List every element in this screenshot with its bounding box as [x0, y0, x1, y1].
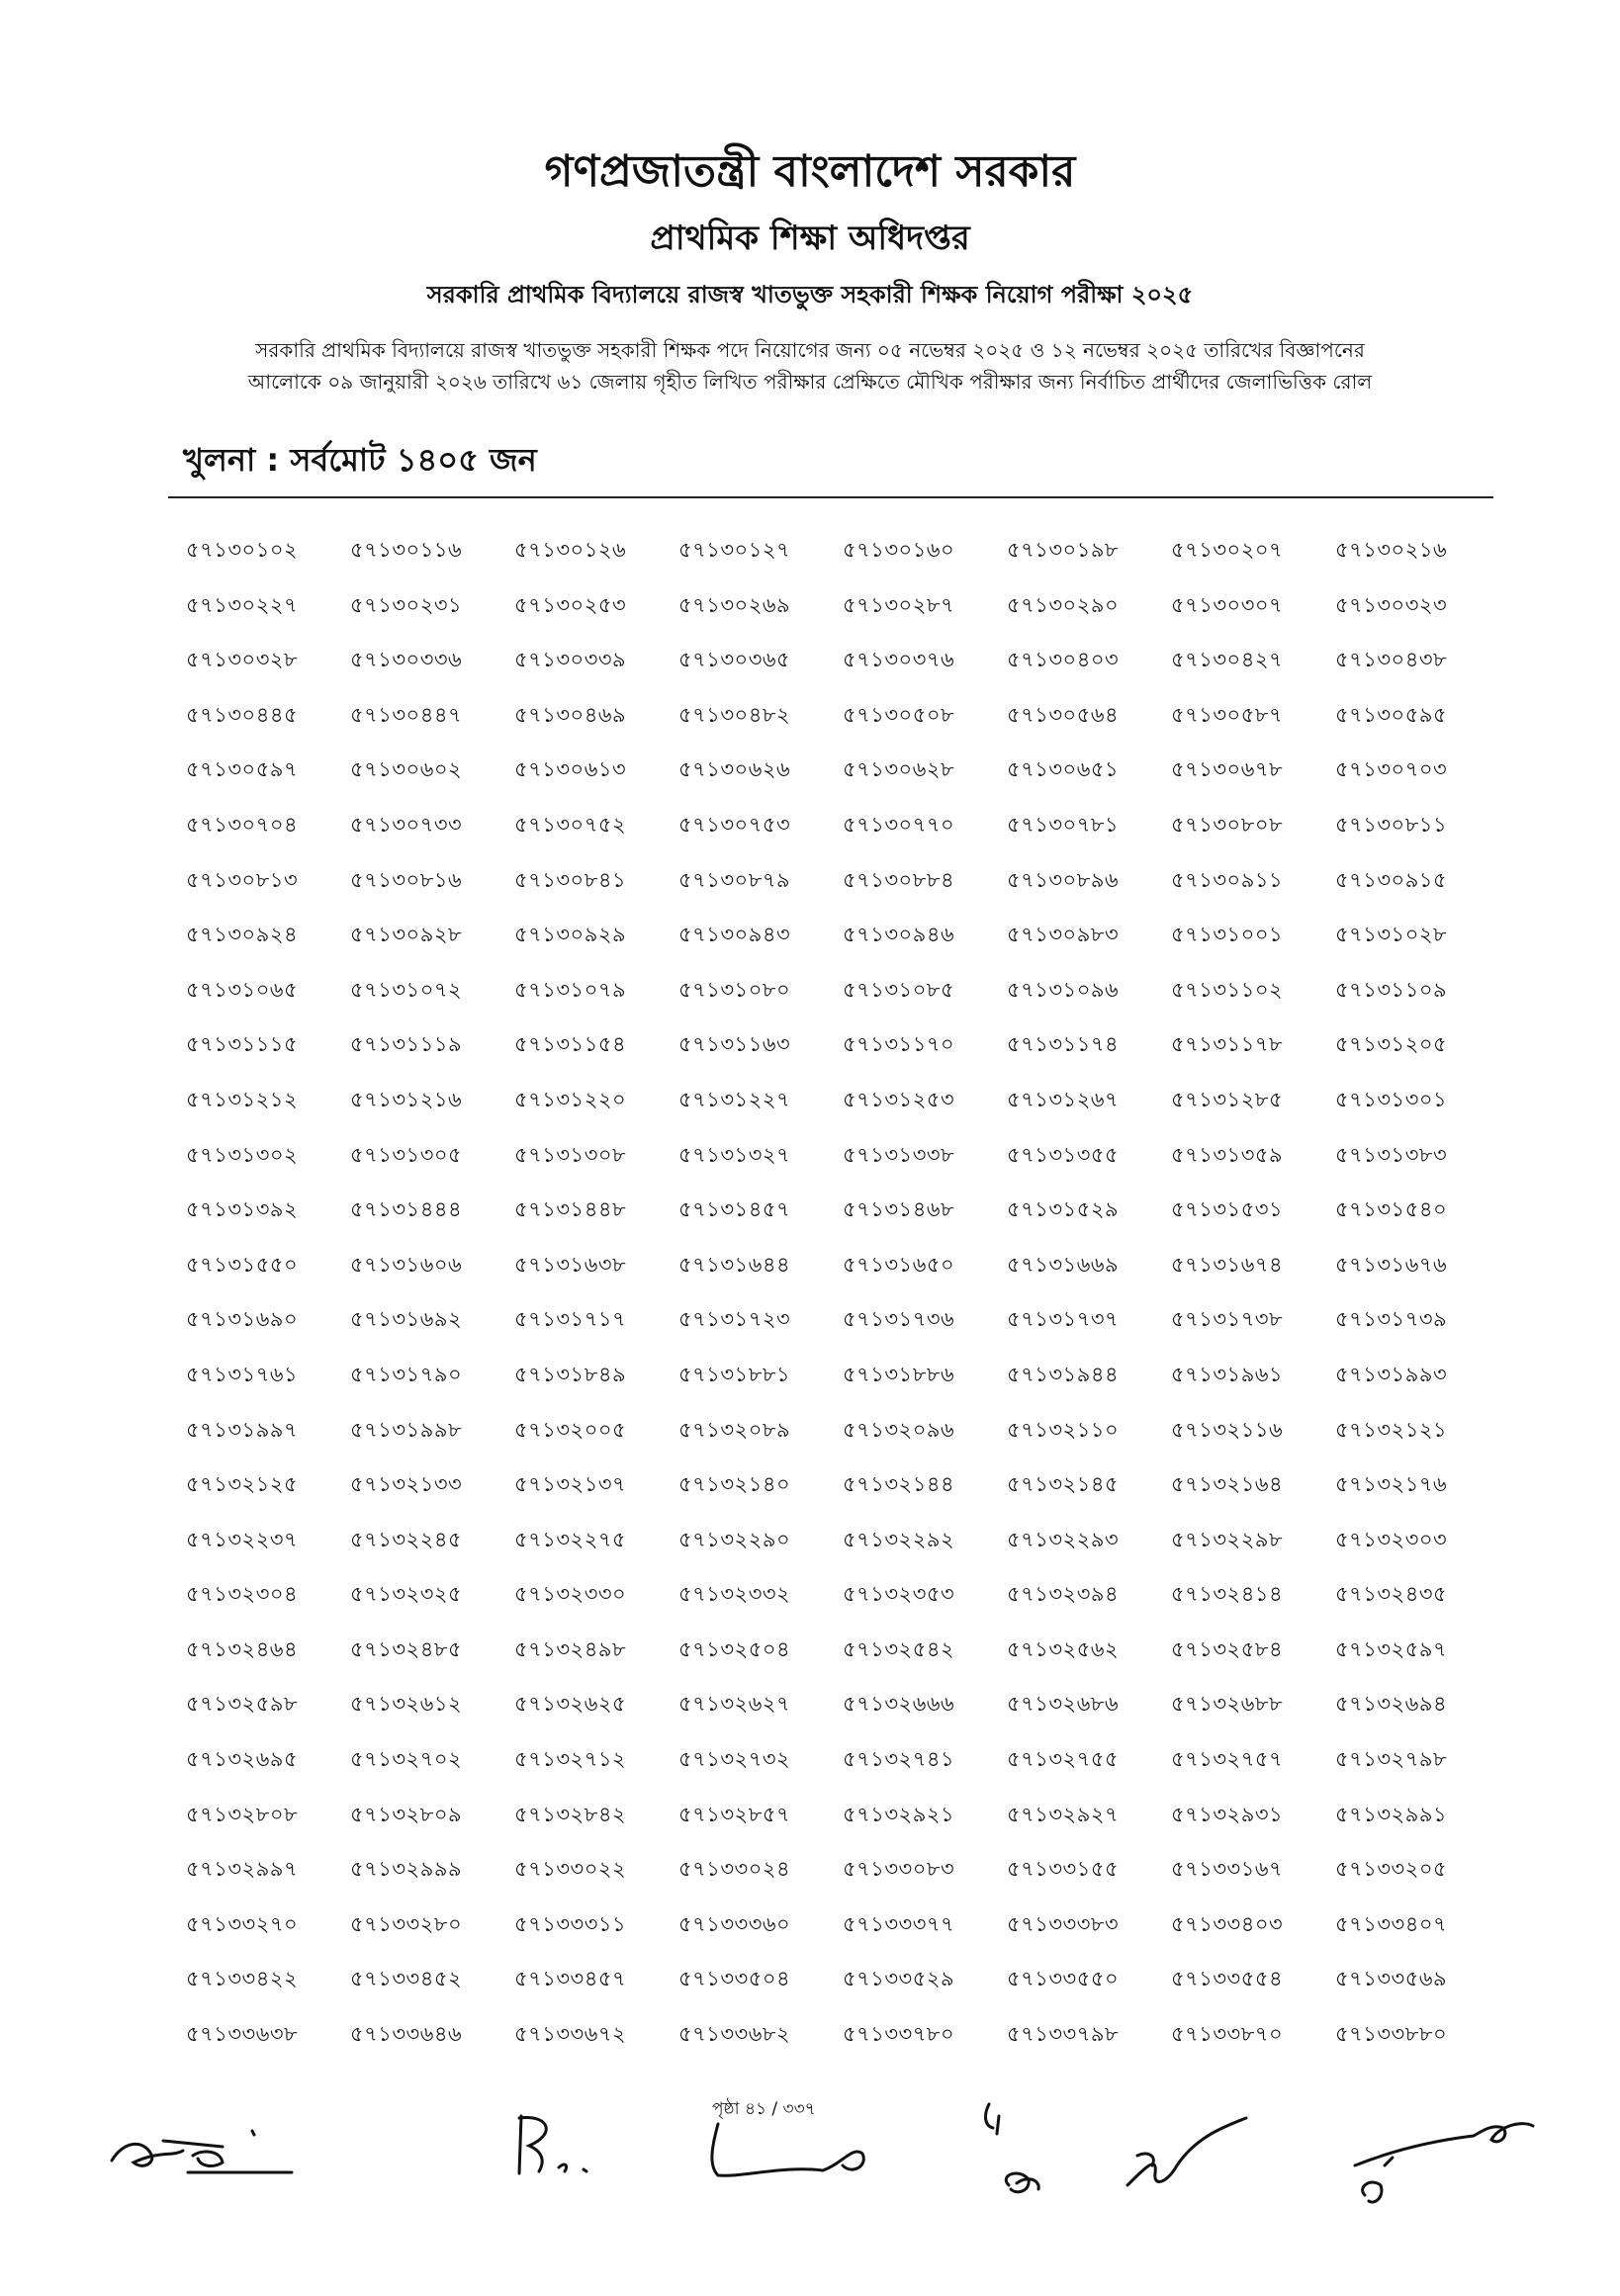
roll-number: ৫৭১৩১৭৩৮ [1171, 1307, 1284, 1332]
roll-number: ৫৭১৩০২৩১ [350, 592, 463, 617]
roll-number: ৫৭১৩১৩০৫ [350, 1142, 463, 1167]
roll-number: ৫৭১৩১৮৮৬ [843, 1362, 955, 1386]
roll-number: ৫৭১৩১৫৩১ [1171, 1197, 1284, 1222]
roll-number: ৫৭১৩০১৯৮ [1007, 538, 1120, 562]
roll-number: ৫৭১৩০৬২৮ [843, 757, 955, 782]
roll-number: ৫৭১৩১৩৩৮ [843, 1142, 955, 1167]
roll-number: ৫৭১৩১৭৩৬ [843, 1307, 955, 1332]
roll-number: ৫৭১৩৩৩৭৭ [843, 1911, 955, 1936]
roll-number: ৫৭১৩০৯২৯ [514, 923, 627, 947]
roll-number: ৫৭১৩০৪৪৫ [186, 702, 299, 727]
roll-number: ৫৭১৩২৭৩২ [678, 1747, 791, 1772]
roll-number: ৫৭১৩০৩৭৬ [843, 648, 955, 672]
roll-number: ৫৭১৩২৪৮৫ [350, 1636, 463, 1661]
roll-number: ৫৭১৩১১০২ [1171, 977, 1284, 1002]
roll-number: ৫৭১৩২৭৫৭ [1171, 1747, 1284, 1772]
roll-number: ৫৭১৩০৬১৩ [514, 757, 627, 782]
roll-number: ৫৭১৩০২৮৭ [843, 592, 955, 617]
roll-number: ৫৭১৩২৯২৭ [1007, 1802, 1120, 1826]
exam-title: সরকারি প্রাথমিক বিদ্যালয়ে রাজস্ব খাতভুক্ত সহকারী শিক্ষক নিয়োগ পরীক্ষা ২০২৫ [426, 281, 1194, 309]
roll-number: ৫৭১৩৩২৭০ [186, 1911, 299, 1936]
roll-number: ৫৭১৩০৫৮৭ [1171, 702, 1284, 727]
roll-number: ৫৭১৩১৩০২ [186, 1142, 299, 1167]
roll-number: ৫৭১৩২২৯২ [843, 1527, 955, 1551]
roll-number: ৫৭১৩৩৬৩৮ [186, 2022, 299, 2047]
roll-number: ৫৭১৩২৭০২ [350, 1747, 463, 1772]
roll-number: ৫৭১৩০৯১১ [1171, 867, 1284, 892]
roll-number: ৫৭১৩২৭৪১ [843, 1747, 955, 1772]
roll-number: ৫৭১৩২৫০৪ [678, 1636, 791, 1661]
roll-number: ৫৭১৩১৮৪৯ [514, 1362, 627, 1386]
roll-number: ৫৭১৩০৪৪৭ [350, 702, 463, 727]
roll-number: ৫৭১৩৩৪২২ [186, 1967, 299, 1991]
roll-number: ৫৭১৩১১০৯ [1335, 977, 1448, 1002]
roll-number: ৫৭১৩২১৩৭ [514, 1472, 627, 1497]
roll-number: ৫৭১৩১১৭৪ [1007, 1032, 1120, 1057]
roll-number: ৫৭১৩১০৭২ [350, 977, 463, 1002]
roll-number: ৫৭১৩০৬২৬ [678, 757, 791, 782]
roll-number: ৫৭১৩২২৭৫ [514, 1527, 627, 1551]
roll-number: ৫৭১৩১০০১ [1171, 923, 1284, 947]
description-line-1: সরকারি প্রাথমিক বিদ্যালয়ে রাজস্ব খাতভুক্ত সহকারী শিক্ষক পদে নিয়োগের জন্য ০৫ নভেম্বর ২০২৫ ও ১২ নভেম্বর ২০২৫ তারিখের বিজ্ঞাপনের [255, 338, 1365, 362]
description-line-2: আলোকে ০৯ জানুয়ারী ২০২৬ তারিখে ৬১ জেলায় গৃহীত লিখিত পরীক্ষার প্রেক্ষিতে মৌখিক পরীক্ষার জন্য নির্বাচিত প্রার্থীদের জেলাভিত্তিক রোল [247, 370, 1373, 394]
roll-number: ৫৭১৩১৩৫৯ [1171, 1142, 1284, 1167]
roll-number: ৫৭১৩২৪৯৮ [514, 1636, 627, 1661]
roll-number: ৫৭১৩১৩২৭ [678, 1142, 791, 1167]
roll-number: ৫৭১৩১১৫৪ [514, 1032, 627, 1057]
roll-number: ৫৭১৩০১৬০ [843, 538, 955, 562]
roll-number: ৫৭১৩০৪৮২ [678, 702, 791, 727]
roll-number: ৫৭১৩২০৮৯ [678, 1417, 791, 1442]
roll-number: ৫৭১৩১৬৪৪ [678, 1252, 791, 1277]
roll-number: ৫৭১৩০২৬৯ [678, 592, 791, 617]
roll-number: ৫৭১৩০৩২৮ [186, 648, 299, 672]
roll-number: ৫৭১৩৩৮৮০ [1335, 2022, 1448, 2047]
roll-number: ৫৭১৩২৭৯৮ [1335, 1747, 1448, 1772]
roll-number: ৫৭১৩২৮০৯ [350, 1802, 463, 1826]
roll-number: ৫৭১৩০৩৩৯ [514, 648, 627, 672]
roll-number: ৫৭১৩১১১৯ [350, 1032, 463, 1057]
roll-number: ৫৭১৩০৪২৭ [1171, 648, 1284, 672]
roll-number: ৫৭১৩১২১৬ [350, 1087, 463, 1111]
roll-number: ৫৭১৩২১২১ [1335, 1417, 1448, 1442]
roll-number: ৫৭১৩২১১৬ [1171, 1417, 1284, 1442]
roll-number: ৫৭১৩১৩০৮ [514, 1142, 627, 1167]
roll-number: ৫৭১৩২১১০ [1007, 1417, 1120, 1442]
roll-number: ৫৭১৩৩৬৪৬ [350, 2022, 463, 2047]
roll-number: ৫৭১৩৩৫০৪ [678, 1967, 791, 1991]
roll-number: ৫৭১৩১৭৩৯ [1335, 1307, 1448, 1332]
roll-number: ৫৭১৩০৭৫৩ [678, 812, 791, 837]
government-title: গণপ্রজাতন্ত্রী বাংলাদেশ সরকার [544, 146, 1076, 197]
roll-number: ৫৭১৩২৫৪২ [843, 1636, 955, 1661]
roll-number: ৫৭১৩৩৪০৩ [1171, 1911, 1284, 1936]
roll-number: ৫৭১৩১২৮৫ [1171, 1087, 1284, 1111]
roll-number: ৫৭১৩৩২৮০ [350, 1911, 463, 1936]
roll-number: ৫৭১৩০৭৮১ [1007, 812, 1120, 837]
roll-number: ৫৭১৩১৬৫০ [843, 1252, 955, 1277]
roll-number-grid [186, 534, 1501, 2074]
roll-number: ৫৭১৩০৩২৩ [1335, 592, 1448, 617]
roll-number: ৫৭১৩১৪৪৪ [350, 1197, 463, 1222]
roll-number: ৫৭১৩২৮০৮ [186, 1802, 299, 1826]
roll-number: ৫৭১৩১২৫৩ [843, 1087, 955, 1111]
roll-number: ৫৭১৩১৫৫০ [186, 1252, 299, 1277]
roll-number: ৫৭১৩০৮৪১ [514, 867, 627, 892]
roll-number: ৫৭১৩০৭০৩ [1335, 757, 1448, 782]
roll-number: ৫৭১৩১৬৯০ [186, 1307, 299, 1332]
roll-number: ৫৭১৩২৫৮৪ [1171, 1636, 1284, 1661]
roll-number: ৫৭১৩০৯২৪ [186, 923, 299, 947]
roll-number: ৫৭১৩২৭১২ [514, 1747, 627, 1772]
roll-number: ৫৭১৩০৩৩৬ [350, 648, 463, 672]
roll-number: ৫৭১৩০৯২৮ [350, 923, 463, 947]
roll-number: ৫৭১৩১৬৭৬ [1335, 1252, 1448, 1277]
roll-number: ৫৭১৩২১৪৫ [1007, 1472, 1120, 1497]
roll-number: ৫৭১৩২২৩৭ [186, 1527, 299, 1551]
roll-number: ৫৭১৩২৪৬৪ [186, 1636, 299, 1661]
roll-number: ৫৭১৩১২২০ [514, 1087, 627, 1111]
roll-number: ৫৭১৩১০৮০ [678, 977, 791, 1002]
roll-number: ৫৭১৩২১৬৪ [1171, 1472, 1284, 1497]
roll-number: ৫৭১৩১৬৩৮ [514, 1252, 627, 1277]
roll-number: ৫৭১৩১৬৬৯ [1007, 1252, 1120, 1277]
roll-number: ৫৭১৩২৫৯৮ [186, 1692, 299, 1717]
roll-number: ৫৭১৩৩৬৮২ [678, 2022, 791, 2047]
roll-number: ৫৭১৩০২৯০ [1007, 592, 1120, 617]
roll-number: ৫৭১৩৩৩৬০ [678, 1911, 791, 1936]
roll-number: ৫৭১৩২৬২৫ [514, 1692, 627, 1717]
roll-number: ৫৭১৩৩১৬৭ [1171, 1857, 1284, 1882]
roll-number: ৫৭১৩১১১৫ [186, 1032, 299, 1057]
roll-number: ৫৭১৩২৯৯১ [1335, 1802, 1448, 1826]
roll-number: ৫৭১৩১০২৮ [1335, 923, 1448, 947]
roll-number: ৫৭১৩৩৫২৯ [843, 1967, 955, 1991]
roll-number: ৫৭১৩০৮১৩ [186, 867, 299, 892]
roll-number: ৫৭১৩০৮৯৬ [1007, 867, 1120, 892]
roll-number: ৫৭১৩১২২৭ [678, 1087, 791, 1111]
roll-number: ৫৭১৩১৭৯০ [350, 1362, 463, 1386]
roll-number: ৫৭১৩৩৩১১ [514, 1911, 627, 1936]
roll-number: ৫৭১৩১০৭৯ [514, 977, 627, 1002]
roll-number: ৫৭১৩১৯৪৪ [1007, 1362, 1120, 1386]
roll-number: ৫৭১৩২৬৯৪ [1335, 1692, 1448, 1717]
roll-number: ৫৭১৩২৯২১ [843, 1802, 955, 1826]
roll-number: ৫৭১৩০৯৪৬ [843, 923, 955, 947]
roll-number: ৫৭১৩২১৪০ [678, 1472, 791, 1497]
roll-number: ৫৭১৩৩৫৬৯ [1335, 1967, 1448, 1991]
roll-number: ৫৭১৩১৪৫৭ [678, 1197, 791, 1222]
roll-number: ৫৭১৩৩৫৫০ [1007, 1967, 1120, 1991]
page-number: পৃষ্ঠা ৪১ / ৩৩৭ [712, 2099, 816, 2119]
roll-number: ৫৭১৩২৬৯৫ [186, 1747, 299, 1772]
roll-number: ৫৭১৩০৯১৫ [1335, 867, 1448, 892]
roll-number: ৫৭১৩২৬৮৬ [1007, 1692, 1120, 1717]
roll-number: ৫৭১৩২৪৩৫ [1335, 1582, 1448, 1607]
roll-number: ৫৭১৩০১০২ [186, 538, 299, 562]
roll-number: ৫৭১৩৩২০৫ [1335, 1857, 1448, 1882]
roll-number: ৫৭১৩১৬৭৪ [1171, 1252, 1284, 1277]
roll-number: ৫৭১৩২১৪৪ [843, 1472, 955, 1497]
roll-number: ৫৭১৩১০৬৫ [186, 977, 299, 1002]
roll-number: ৫৭১৩২৫৬২ [1007, 1636, 1120, 1661]
roll-number: ৫৭১৩৩৫৫৪ [1171, 1967, 1284, 1991]
roll-number: ৫৭১৩২৬৬৬ [843, 1692, 955, 1717]
roll-number: ৫৭১৩০৭৫২ [514, 812, 627, 837]
roll-number: ৫৭১৩০৮৮৪ [843, 867, 955, 892]
roll-number: ৫৭১৩১৭৬১ [186, 1362, 299, 1386]
roll-number: ৫৭১৩১৬৯২ [350, 1307, 463, 1332]
roll-number: ৫৭১৩১৮৮১ [678, 1362, 791, 1386]
roll-number: ৫৭১৩০২৫৩ [514, 592, 627, 617]
roll-number: ৫৭১৩০২১৬ [1335, 538, 1448, 562]
roll-number: ৫৭১৩১৭২৩ [678, 1307, 791, 1332]
roll-number: ৫৭১৩১৫৪০ [1335, 1197, 1448, 1222]
roll-number: ৫৭১৩২৫৯৭ [1335, 1636, 1448, 1661]
roll-number: ৫৭১৩২৩৯৪ [1007, 1582, 1120, 1607]
roll-number: ৫৭১৩১৯৯৮ [350, 1417, 463, 1442]
roll-number: ৫৭১৩০৫৯৫ [1335, 702, 1448, 727]
signature-6 [1325, 2106, 1543, 2215]
roll-number: ৫৭১৩১০৮৫ [843, 977, 955, 1002]
roll-number: ৫৭১৩২১৩৩ [350, 1472, 463, 1497]
roll-number: ৫৭১৩১৫২৯ [1007, 1197, 1120, 1222]
roll-number: ৫৭১৩২৩০৪ [186, 1582, 299, 1607]
signature-4 [969, 2096, 1088, 2215]
signature-3 [704, 2116, 882, 2185]
roll-number: ৫৭১৩১৩০১ [1335, 1087, 1448, 1111]
roll-number: ৫৭১৩০৪০৩ [1007, 648, 1120, 672]
roll-number: ৫৭১৩৩৭৯৮ [1007, 2022, 1120, 2047]
roll-number: ৫৭১৩১০৯৬ [1007, 977, 1120, 1002]
signature-2 [509, 2106, 608, 2185]
roll-number: ৫৭১৩২৬২৭ [678, 1692, 791, 1717]
roll-number: ৫৭১৩০৯৮৩ [1007, 923, 1120, 947]
roll-number: ৫৭১৩০৫৬৪ [1007, 702, 1120, 727]
roll-number: ৫৭১৩০১২৭ [678, 538, 791, 562]
roll-number: ৫৭১৩২৯৯৭ [186, 1857, 299, 1882]
roll-number: ৫৭১৩৩৪৫৭ [514, 1967, 627, 1991]
roll-number: ৫৭১৩২৯৩১ [1171, 1802, 1284, 1826]
roll-number: ৫৭১৩৩৭৮০ [843, 2022, 955, 2047]
roll-number: ৫৭১৩৩৩৮৩ [1007, 1911, 1120, 1936]
roll-number: ৫৭১৩২১৭৬ [1335, 1472, 1448, 1497]
roll-number: ৫৭১৩৩০২২ [514, 1857, 627, 1882]
roll-number: ৫৭১৩০৩৬৫ [678, 648, 791, 672]
roll-number: ৫৭১৩১১৭০ [843, 1032, 955, 1057]
roll-number: ৫৭১৩২০৯৬ [843, 1417, 955, 1442]
directorate-title: প্রাথমিক শিক্ষা অধিদপ্তর [650, 219, 970, 258]
signature-1 [104, 2111, 302, 2190]
roll-number: ৫৭১৩০১১৬ [350, 538, 463, 562]
roll-number: ৫৭১৩১৯৯৭ [186, 1417, 299, 1442]
roll-number: ৫৭১৩২২৯৮ [1171, 1527, 1284, 1551]
roll-number: ৫৭১৩৩০৮৩ [843, 1857, 955, 1882]
roll-number: ৫৭১৩১৪৬৮ [843, 1197, 955, 1222]
roll-number: ৫৭১৩০৬৫১ [1007, 757, 1120, 782]
roll-number: ৫৭১৩২০০৫ [514, 1417, 627, 1442]
roll-number: ৫৭১৩১২০৫ [1335, 1032, 1448, 1057]
roll-number: ৫৭১৩২২৪৫ [350, 1527, 463, 1551]
roll-number: ৫৭১৩২৬১২ [350, 1692, 463, 1717]
roll-number: ৫৭১৩০৪৩৮ [1335, 648, 1448, 672]
roll-number: ৫৭১৩১৬০৬ [350, 1252, 463, 1277]
roll-number: ৫৭১৩৩০২৪ [678, 1857, 791, 1882]
roll-number: ৫৭১৩০২০৭ [1171, 538, 1284, 562]
roll-number: ৫৭১৩২৩৩০ [514, 1582, 627, 1607]
roll-number: ৫৭১৩১১৭৮ [1171, 1032, 1284, 1057]
roll-number: ৫৭১৩৩৬৭২ [514, 2022, 627, 2047]
roll-number: ৫৭১৩১৭৩৭ [1007, 1307, 1120, 1332]
roll-number: ৫৭১৩০২২৭ [186, 592, 299, 617]
roll-number: ৫৭১৩২৩৩২ [678, 1582, 791, 1607]
roll-number: ৫৭১৩২৭৫৫ [1007, 1747, 1120, 1772]
roll-number: ৫৭১৩২৬৮৮ [1171, 1692, 1284, 1717]
roll-number: ৫৭১৩২৩২৫ [350, 1582, 463, 1607]
roll-number: ৫৭১৩২৪১৪ [1171, 1582, 1284, 1607]
roll-number: ৫৭১৩০৯৪৩ [678, 923, 791, 947]
roll-number: ৫৭১৩১৩৮৩ [1335, 1142, 1448, 1167]
roll-number: ৫৭১৩০৭৭০ [843, 812, 955, 837]
roll-number: ৫৭১৩০৩০৭ [1171, 592, 1284, 617]
roll-number: ৫৭১৩২৯৯৯ [350, 1857, 463, 1882]
roll-number: ৫৭১৩১৭১৭ [514, 1307, 627, 1332]
roll-number: ৫৭১৩২১২৫ [186, 1472, 299, 1497]
roll-number: ৫৭১৩১৯৯৩ [1335, 1362, 1448, 1386]
roll-number: ৫৭১৩৩৪৫২ [350, 1967, 463, 1991]
roll-number: ৫৭১৩১৩৫৫ [1007, 1142, 1120, 1167]
roll-number: ৫৭১৩২৩৫৩ [843, 1582, 955, 1607]
roll-number: ৫৭১৩০৬০২ [350, 757, 463, 782]
roll-number: ৫৭১৩০৭০৪ [186, 812, 299, 837]
roll-number: ৫৭১৩০৫৯৭ [186, 757, 299, 782]
notice-description [168, 334, 1452, 397]
roll-number: ৫৭১৩১৪৪৮ [514, 1197, 627, 1222]
roll-number: ৫৭১৩০৪৬৯ [514, 702, 627, 727]
roll-number: ৫৭১৩১৯৬১ [1171, 1362, 1284, 1386]
roll-number: ৫৭১৩০১২৬ [514, 538, 627, 562]
roll-number: ৫৭১৩০৭৩৩ [350, 812, 463, 837]
roll-number: ৫৭১৩০৮১৬ [350, 867, 463, 892]
roll-number: ৫৭১৩২২৯৩ [1007, 1527, 1120, 1551]
roll-number: ৫৭১৩২৮৫৭ [678, 1802, 791, 1826]
signature-5 [1118, 2096, 1266, 2205]
roll-number: ৫৭১৩২২৯০ [678, 1527, 791, 1551]
roll-number: ৫৭১৩৩১৫৫ [1007, 1857, 1120, 1882]
roll-number: ৫৭১৩২৩০৩ [1335, 1527, 1448, 1551]
roll-number: ৫৭১৩০৬৭৮ [1171, 757, 1284, 782]
heading-divider [168, 496, 1493, 498]
roll-number: ৫৭১৩০৫০৮ [843, 702, 955, 727]
roll-number: ৫৭১৩১২৬৭ [1007, 1087, 1120, 1111]
roll-number: ৫৭১৩০৮০৮ [1171, 812, 1284, 837]
roll-number: ৫৭১৩১১৬৩ [678, 1032, 791, 1057]
roll-number: ৫৭১৩০৮১১ [1335, 812, 1448, 837]
district-heading: খুলনা : সর্বমোট ১৪০৫ জন [183, 441, 537, 479]
roll-number: ৫৭১৩২৮৪২ [514, 1802, 627, 1826]
roll-number: ৫৭১৩৩৮৭০ [1171, 2022, 1284, 2047]
roll-number: ৫৭১৩১২১২ [186, 1087, 299, 1111]
roll-number: ৫৭১৩০৮৭৯ [678, 867, 791, 892]
roll-number: ৫৭১৩৩৪০৭ [1335, 1911, 1448, 1936]
roll-number: ৫৭১৩১৩৯২ [186, 1197, 299, 1222]
